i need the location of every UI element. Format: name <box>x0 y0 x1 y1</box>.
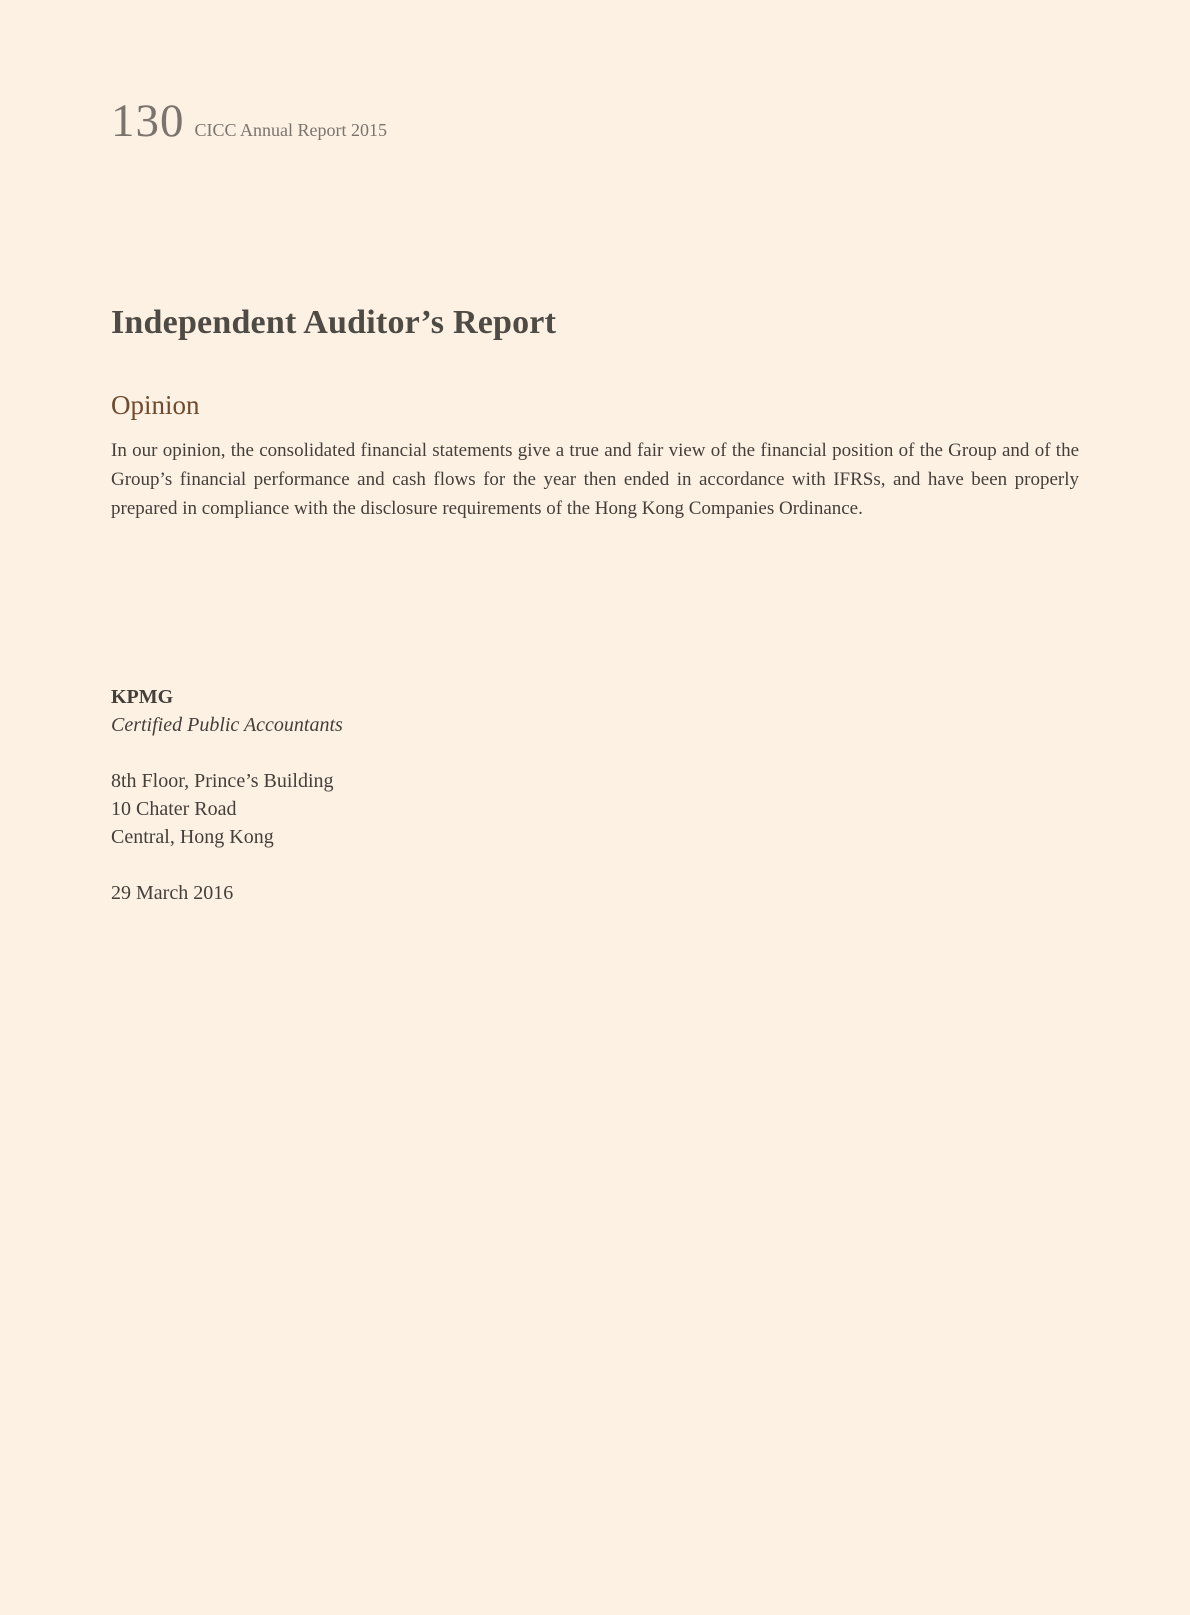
auditor-firm-name: KPMG <box>111 686 174 708</box>
opinion-paragraph: In our opinion, the consolidated financial statements give a true and fair view of the financial position of the Group and of the Group’s financial performance and cash flows for the year then ended in accordance with IFRSs, and have been properly prepared in compliance with the disclosure requirements of the Hong Kong Companies Ordinance. <box>111 440 1079 519</box>
address-line-2: 10 Chater Road <box>111 798 237 820</box>
report-date: 29 March 2016 <box>111 882 234 904</box>
header-caption: CICC Annual Report 2015 <box>194 120 387 140</box>
page-number: 130 <box>111 95 185 147</box>
auditor-firm-designation: Certified Public Accountants <box>111 714 343 736</box>
page-title: Independent Auditor’s Report <box>111 303 557 341</box>
section-heading-opinion: Opinion <box>111 390 200 421</box>
signature-block <box>111 683 1079 907</box>
address-line-3: Central, Hong Kong <box>111 826 274 848</box>
page-header <box>111 95 1079 147</box>
spacer <box>111 739 1079 767</box>
address-line-1: 8th Floor, Prince’s Building <box>111 770 334 792</box>
